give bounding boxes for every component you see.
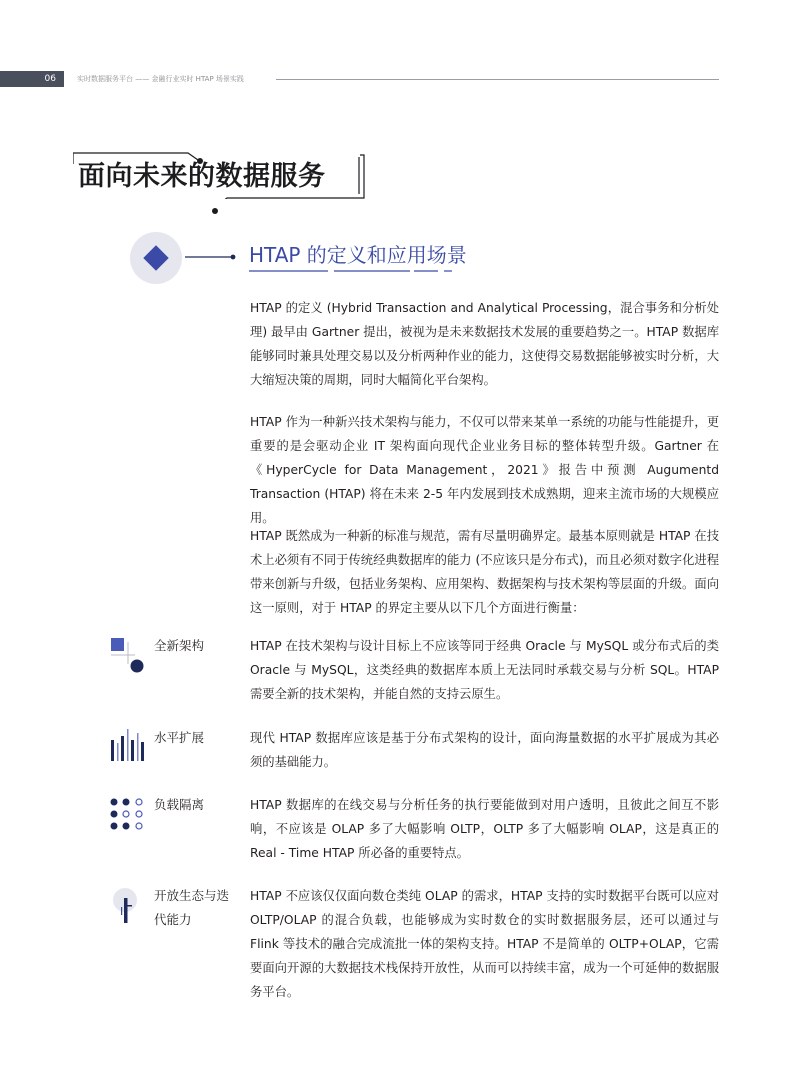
item-text-new-architecture: HTAP 在技术架构与设计目标上不应该等同于经典 Oracle 与 MySQL 或分布式后的类 Oracle 与 MySQL，这类经典的数据库本质上无法同时承载交易与分析 SQL。HTAP 需要全新的技术架构，并能自然的支持云原生。 [250,639,719,701]
new-architecture-icon [108,636,148,676]
header-rule [276,79,719,80]
ecosystem-icon [112,886,142,926]
bar-scale-icon [108,728,148,764]
item-label-new-architecture: 全新架构 [154,638,205,653]
paragraph-definition: HTAP 的定义 (Hybrid Transaction and Analytical Processing，混合事务和分析处理) 最早由 Gartner 提出，被视为是未来数据技术发展的重要趋势之一。HTAP 数据库能够同时兼具处理交易以及分析两种作业的能力，这使得交易数据能够被实时分析，大大缩短决策的周期，同时大幅简化平台架构。 [250,301,719,387]
item-text-open-ecosystem: HTAP 不应该仅仅面向数仓类纯 OLAP 的需求，HTAP 支持的实时数据平台既可以应对 OLTP/OLAP 的混合负载，也能够成为实时数仓的实时数据服务层，还可以通过与 Flink 等技术的融合完成流批一体的架构支持。HTAP 不是简单的 OLTP+OLAP，它需要面向开源的大数据技术栈保持开放性，从而可以持续丰富，成为一个可延伸的数据服务平台。 [250,889,719,999]
running-title: 实时数据服务平台 —— 金融行业实时 HTAP 场景实践 [77,75,244,83]
item-label-load-isolation: 负载隔离 [154,797,205,812]
paragraph-criteria: HTAP 既然成为一种新的标准与规范，需有尽量明确界定。最基本原则就是 HTAP 在技术上必须有不同于传统经典数据库的能力 (不应该只是分布式)，而且必须对数字化进程带来创新与升级，包括业务架构、应用架构、数据架构与技术架构等层面的升级。面向这一原则，对于 HTAP 的界定主要从以下几个方面进行衡量： [250,529,719,615]
page-title: 面向未来的数据服务 [78,161,326,192]
item-label-horizontal-scaling: 水平扩展 [154,730,205,745]
paragraph-trend: HTAP 作为一种新兴技术架构与能力，不仅可以带来某单一系统的功能与性能提升，更重要的是会驱动企业 IT 架构面向现代企业业务目标的整体转型升级。Gartner 在《HyperCycle for Data Management，2021》报告中预测 Augumentd Transaction (HTAP) 将在未来 2-5 年内发展到技术成熟期，迎来主流市场的大规模应用。 [250,415,719,525]
dot-grid-icon [108,796,148,832]
section-title: HTAP 的定义和应用场景 [249,243,467,267]
item-label-open-ecosystem: 开放生态与迭代能力 [154,888,230,927]
item-text-load-isolation: HTAP 数据库的在线交易与分析任务的执行要能做到对用户透明，且彼此之间互不影响，不应该是 OLAP 多了大幅影响 OLTP，OLTP 多了大幅影响 OLAP，这是真正的 Real - Time HTAP 所必备的重要特点。 [250,798,719,860]
page-number: 06 [44,74,56,84]
title-frame-tail [210,198,240,218]
item-text-horizontal-scaling: 现代 HTAP 数据库应该是基于分布式架构的设计，面向海量数据的水平扩展成为其必须的基础能力。 [250,731,719,769]
